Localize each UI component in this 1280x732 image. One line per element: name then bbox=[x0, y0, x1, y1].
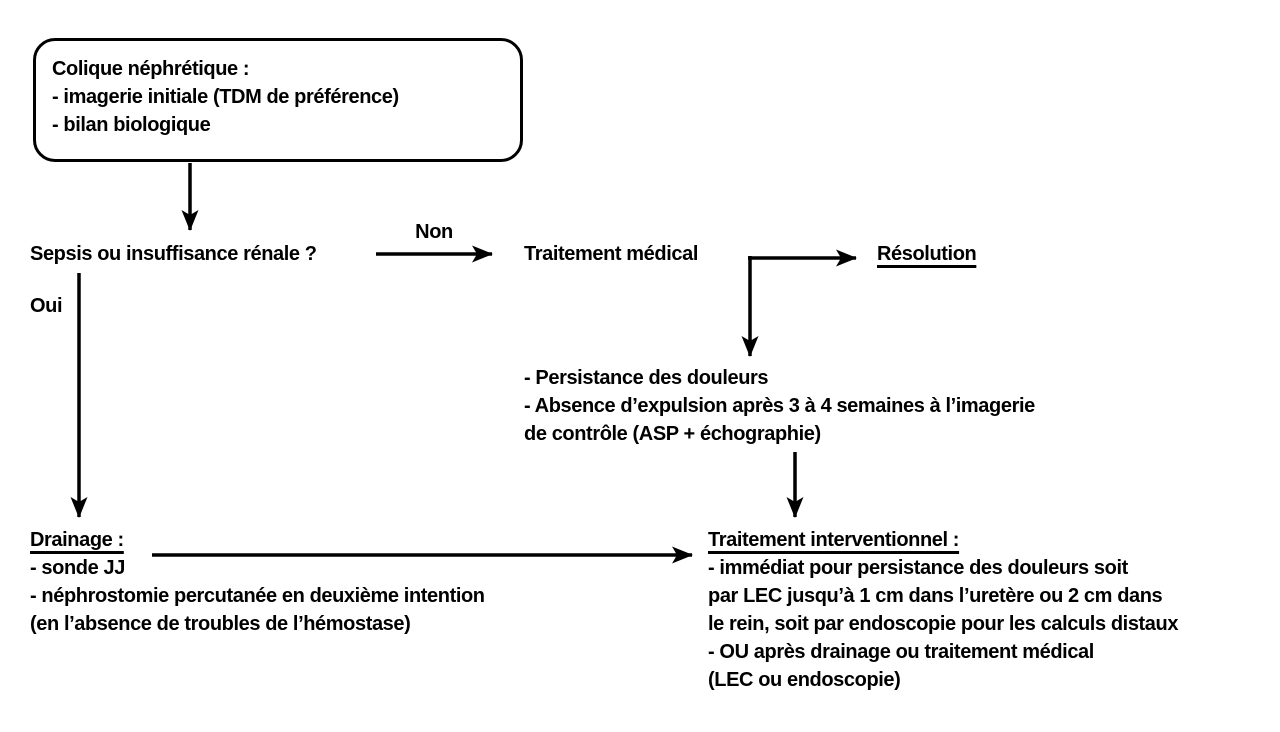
edge-label-non: Non bbox=[415, 221, 453, 243]
interventional-line-endoscopy-distal: le rein, soit par endoscopie pour les calculs distaux bbox=[708, 613, 1179, 635]
node-question-sepsis: Sepsis ou insuffisance rénale ? bbox=[30, 243, 317, 265]
drainage-title: Drainage : bbox=[30, 529, 124, 551]
node-interventional-treatment bbox=[708, 526, 1178, 694]
interventional-line-immediate: - immédiat pour persistance des douleurs soit bbox=[708, 557, 1128, 579]
node-resolution: Résolution bbox=[877, 243, 977, 265]
interventional-line-after-drainage: - OU après drainage ou traitement médical bbox=[708, 641, 1094, 663]
interventional-line-lec-sizes: par LEC jusqu’à 1 cm dans l’uretère ou 2 cm dans bbox=[708, 585, 1163, 607]
persistence-line-pain: - Persistance des douleurs bbox=[524, 367, 769, 389]
node-persistence-criteria bbox=[524, 364, 1035, 448]
interventional-line-lec-or-endoscopy: (LEC ou endoscopie) bbox=[708, 669, 901, 691]
interventional-title: Traitement interventionnel : bbox=[708, 529, 960, 551]
initial-line-imaging: - imagerie initiale (TDM de préférence) bbox=[52, 86, 399, 108]
node-medical-treatment: Traitement médical bbox=[524, 243, 698, 265]
initial-line-biology: - bilan biologique bbox=[52, 114, 211, 136]
persistence-line-control-imaging: de contrôle (ASP + échographie) bbox=[524, 423, 821, 445]
drainage-line-nephrostomy: - néphrostomie percutanée en deuxième intention bbox=[30, 585, 485, 607]
drainage-line-hemostasis: (en l’absence de troubles de l’hémostase) bbox=[30, 613, 411, 635]
drainage-line-jj-stent: - sonde JJ bbox=[30, 557, 125, 579]
node-drainage bbox=[30, 526, 485, 638]
initial-line-title: Colique néphrétique : bbox=[52, 58, 250, 80]
persistence-line-no-expulsion: - Absence d’expulsion après 3 à 4 semaines à l’imagerie bbox=[524, 395, 1035, 417]
node-initial-assessment bbox=[33, 38, 523, 162]
edge-label-oui: Oui bbox=[30, 295, 63, 317]
